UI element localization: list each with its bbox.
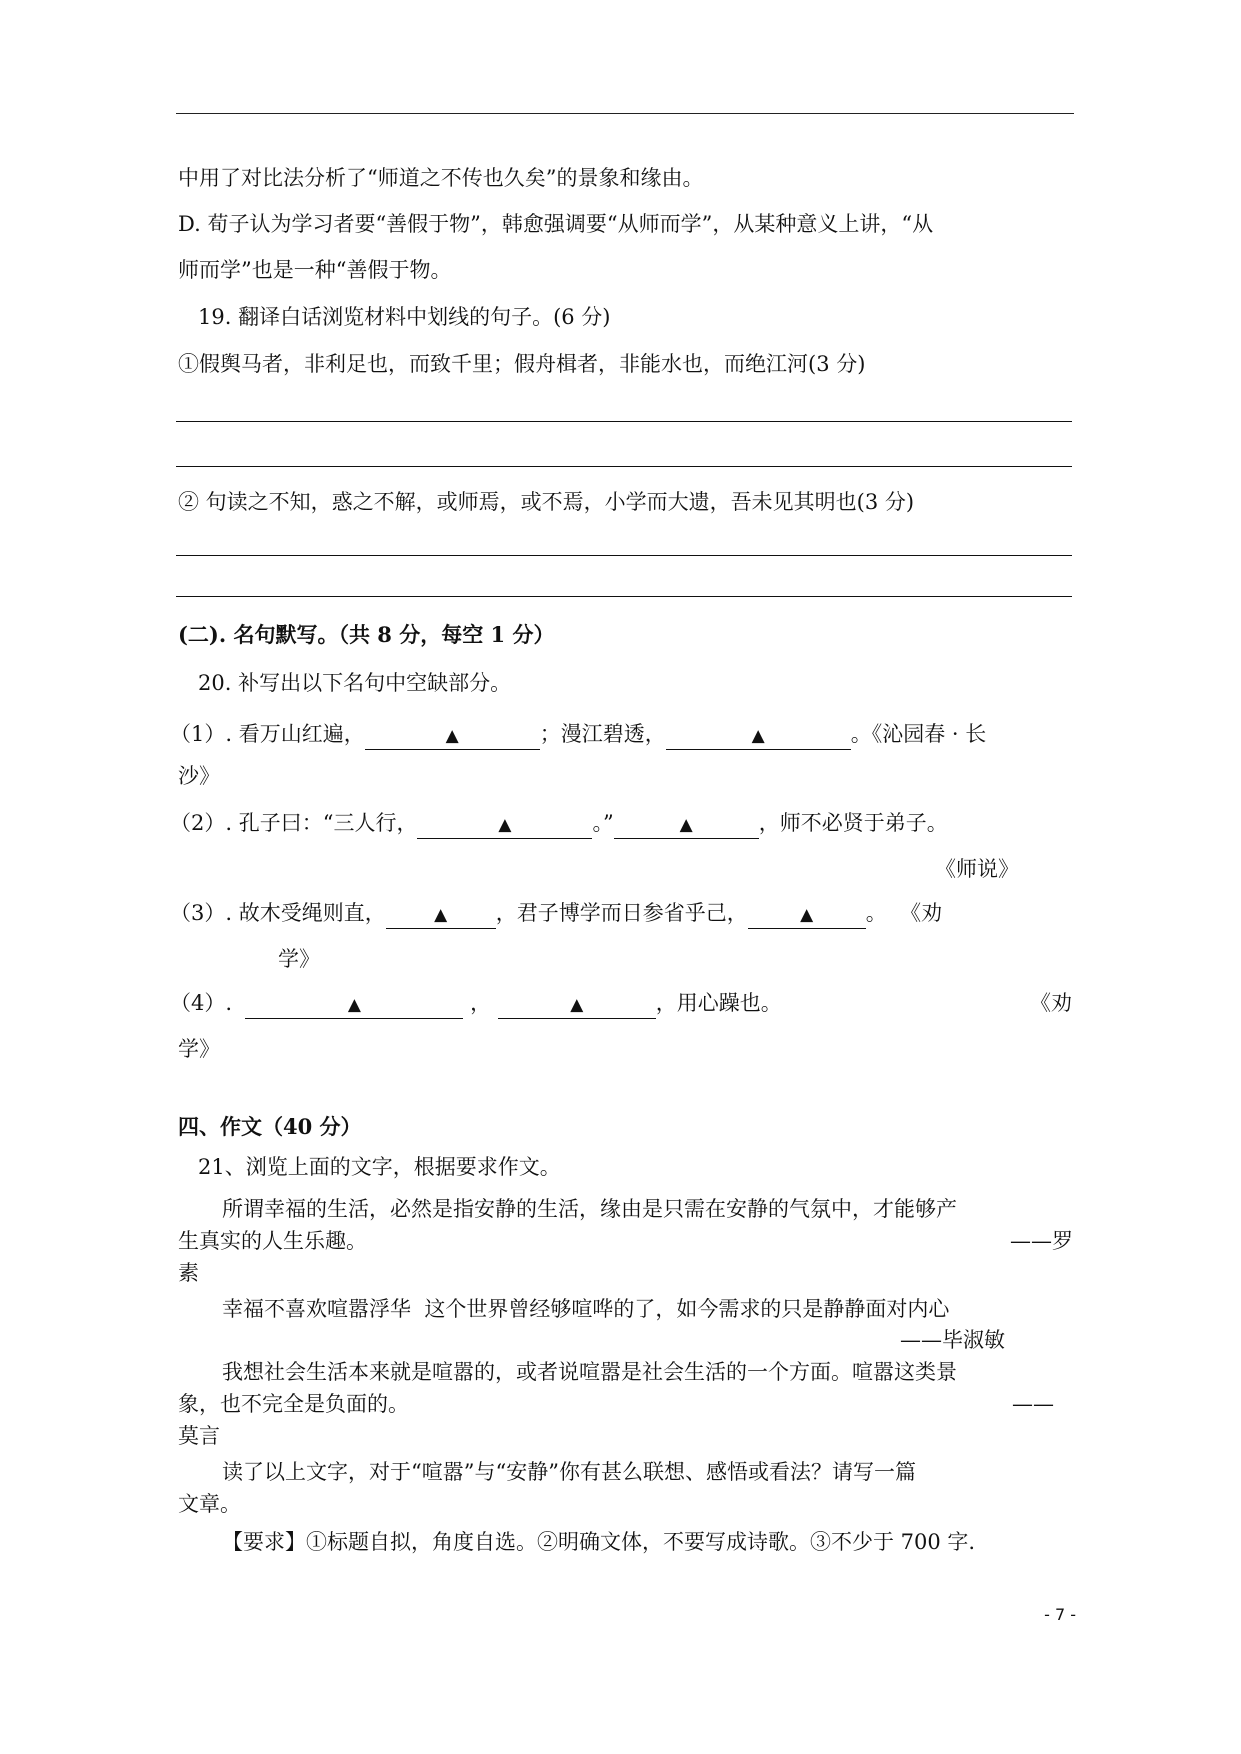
fill-text: （2）. 孔子曰：“三人行， bbox=[170, 811, 418, 835]
fill-text: （4）. bbox=[170, 991, 233, 1015]
quote-text: 象，也不完全是负面的。 bbox=[178, 1392, 409, 1416]
triangle-icon: ▲ bbox=[445, 726, 459, 746]
quote-author: ——毕淑敏 bbox=[900, 1328, 1005, 1352]
fill-item-3 bbox=[170, 898, 942, 929]
answer-line[interactable] bbox=[176, 596, 1072, 597]
question-20: 20. 补写出以下名句中空缺部分。 bbox=[198, 671, 512, 695]
quote-author: 莫言 bbox=[178, 1424, 220, 1448]
triangle-icon: ▲ bbox=[347, 995, 361, 1015]
fill-blank[interactable] bbox=[417, 810, 592, 839]
answer-line[interactable] bbox=[176, 555, 1072, 556]
fill-text: 沙》 bbox=[178, 764, 220, 788]
triangle-icon: ▲ bbox=[800, 905, 814, 925]
quote-author: 素 bbox=[178, 1261, 199, 1285]
section-heading-2: (二). 名句默写。（共 8 分，每空 1 分） bbox=[178, 622, 555, 647]
answer-line[interactable] bbox=[176, 466, 1072, 467]
fill-text: ，用心躁也。 bbox=[655, 991, 782, 1015]
fill-text: ，师不必贤于弟子。 bbox=[758, 811, 948, 835]
fill-text: （1）. 看万山红遍， bbox=[170, 722, 365, 746]
fill-blank[interactable] bbox=[748, 900, 866, 929]
triangle-icon: ▲ bbox=[679, 815, 693, 835]
question-19-item1: ①假舆马者，非利足也，而致千里；假舟楫者，非能水也，而绝江河(3 分) bbox=[178, 352, 866, 376]
fill-blank[interactable] bbox=[666, 721, 851, 750]
fill-blank[interactable] bbox=[245, 990, 463, 1019]
fill-item-2 bbox=[170, 808, 948, 839]
fill-text: 。” bbox=[592, 811, 614, 835]
fill-source: 《劝 bbox=[1030, 991, 1072, 1015]
question-19-item2: ② 句读之不知，惑之不解，或师焉，或不焉，小学而大遗，吾未见其明也(3 分) bbox=[178, 490, 915, 514]
fill-item-1 bbox=[170, 719, 986, 750]
quote-text: 生真实的人生乐趣。 bbox=[178, 1229, 367, 1253]
triangle-icon: ▲ bbox=[751, 726, 765, 746]
fill-item-4 bbox=[170, 988, 782, 1019]
text-line: 中用了对比法分析了“师道之不传也久矣”的景象和缘由。 bbox=[178, 166, 704, 190]
quote-text: 所谓幸福的生活，必然是指安静的生活，缘由是只需在安静的气氛中，才能够产 bbox=[222, 1197, 957, 1221]
fill-blank[interactable] bbox=[365, 721, 540, 750]
quote-author: —— bbox=[1012, 1392, 1054, 1416]
fill-text: ， bbox=[470, 991, 492, 1015]
page-number: - 7 - bbox=[1044, 1605, 1076, 1624]
fill-blank[interactable] bbox=[498, 990, 656, 1019]
fill-source: 学》 bbox=[178, 1037, 220, 1061]
triangle-icon: ▲ bbox=[570, 995, 584, 1015]
question-19: 19. 翻译白话浏览材料中划线的句子。(6 分) bbox=[198, 305, 611, 329]
header-rule bbox=[176, 113, 1074, 114]
fill-text: 。 《劝 bbox=[865, 901, 943, 925]
answer-line[interactable] bbox=[176, 421, 1072, 422]
fill-text: 。《沁园春 · 长 bbox=[850, 722, 987, 746]
fill-text: ，君子博学而日参省乎己， bbox=[495, 901, 748, 925]
essay-requirements: 【要求】①标题自拟，角度自选。②明确文体，不要写成诗歌。③不少于 700 字. bbox=[222, 1530, 976, 1554]
fill-source: 学》 bbox=[278, 947, 320, 971]
option-d-line1: D. 荀子认为学习者要“善假于物”，韩愈强调要“从师而学”，从某种意义上讲，“从 bbox=[178, 212, 934, 236]
fill-blank[interactable] bbox=[386, 900, 496, 929]
fill-text: （3）. 故木受绳则直， bbox=[170, 901, 386, 925]
quote-text: 我想社会生活本来就是喧嚣的，或者说喧嚣是社会生活的一个方面。喧嚣这类景 bbox=[222, 1360, 957, 1384]
triangle-icon: ▲ bbox=[434, 905, 448, 925]
fill-blank[interactable] bbox=[614, 810, 759, 839]
essay-prompt: 文章。 bbox=[178, 1492, 241, 1516]
essay-prompt: 读了以上文字，对于“喧嚣”与“安静”你有甚么联想、感悟或看法？请写一篇 bbox=[222, 1460, 916, 1484]
section-heading-4: 四、作文（40 分） bbox=[178, 1114, 362, 1139]
triangle-icon: ▲ bbox=[498, 815, 512, 835]
question-21: 21、浏览上面的文字，根据要求作文。 bbox=[198, 1155, 561, 1179]
quote-text: 幸福不喜欢喧嚣浮华 这个世界曾经够喧哗的了，如今需求的只是静静面对内心 bbox=[222, 1297, 950, 1321]
fill-text: ；漫江碧透， bbox=[539, 722, 666, 746]
fill-source: 《师说》 bbox=[935, 857, 1019, 881]
option-d-line2: 师而学”也是一种“善假于物。 bbox=[178, 258, 452, 282]
quote-author: ——罗 bbox=[1010, 1229, 1073, 1253]
